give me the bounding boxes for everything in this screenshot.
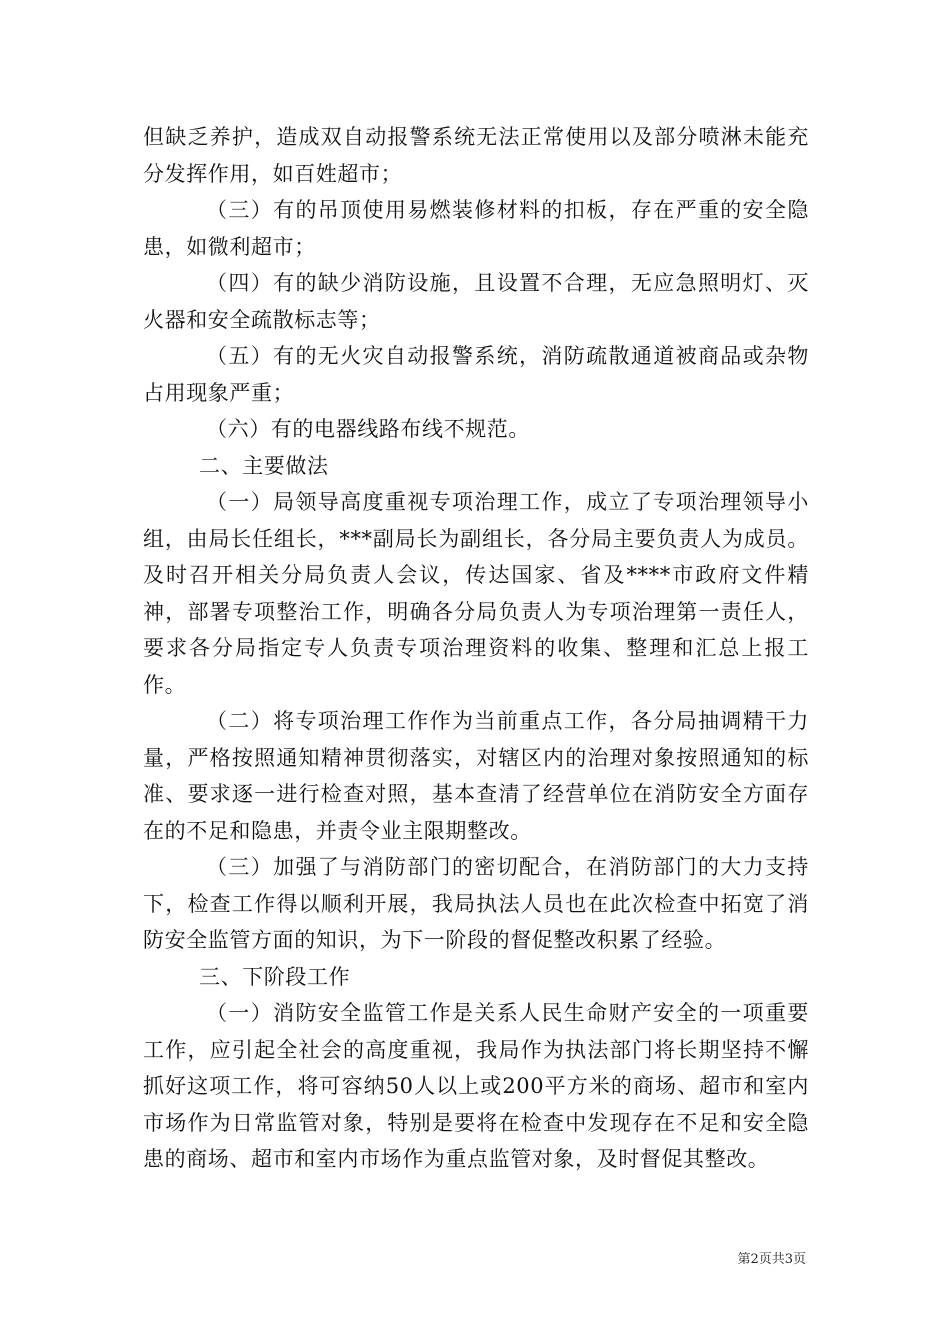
paragraph-continuation: 但缺乏养护，造成双自动报警系统无法正常使用以及部分喷淋未能充分发挥作用，如百姓超市； — [143, 125, 809, 186]
page-number-footer: 第2页共3页 — [737, 1252, 806, 1267]
section-heading-main-methods: 二、主要做法 — [199, 453, 329, 478]
paragraph-method-3: （三）加强了与消防部门的密切配合，在消防部门的大力支持下，检查工作得以顺利开展，我局执法人员也在此次检查中拓宽了消防安全监管方面的知识，为下一阶段的督促整改积累了经验。 — [143, 855, 809, 952]
paragraph-next-1: （一）消防安全监管工作是关系人民生命财产安全的一项重要工作，应引起全社会的高度重视，我局作为执法部门将长期坚持不懈抓好这项工作，将可容纳50人以上或200平方米的商场、超市和室内市场作为日常监管对象，特别是要将在检查中发现存在不足和安全隐患的商场、超市和室内市场作为重点监管对象，及时督促其整改。 — [143, 1001, 809, 1171]
paragraph-item-6: （六）有的电器线路布线不规范。 — [206, 417, 530, 441]
paragraph-item-5: （五）有的无火灾自动报警系统，消防疏散通道被商品或杂物占用现象严重； — [143, 344, 809, 405]
section-heading-next-stage: 三、下阶段工作 — [199, 964, 351, 989]
paragraph-item-4: （四）有的缺少消防设施，且设置不合理，无应急照明灯、灭火器和安全疏散标志等； — [143, 271, 809, 332]
paragraph-method-2: （二）将专项治理工作作为当前重点工作，各分局抽调精干力量，严格按照通知精神贯彻落实，对辖区内的治理对象按照通知的标准、要求逐一进行检查对照，基本查清了经营单位在消防安全方面存在的不足和隐患，并责令业主限期整改。 — [143, 709, 809, 843]
paragraph-method-1: （一）局领导高度重视专项治理工作，成立了专项治理领导小组，由局长任组长，***副局长为副组长，各分局主要负责人为成员。及时召开相关分局负责人会议，传达国家、省及****市政府文件精神，部署专项整治工作，明确各分局负责人为专项治理第一责任人，要求各分局指定专人负责专项治理资料的收集、整理和汇总上报工作。 — [143, 490, 809, 697]
paragraph-item-3: （三）有的吊顶使用易燃装修材料的扣板，存在严重的安全隐患，如微利超市； — [143, 198, 809, 259]
body-text — [143, 119, 809, 1178]
